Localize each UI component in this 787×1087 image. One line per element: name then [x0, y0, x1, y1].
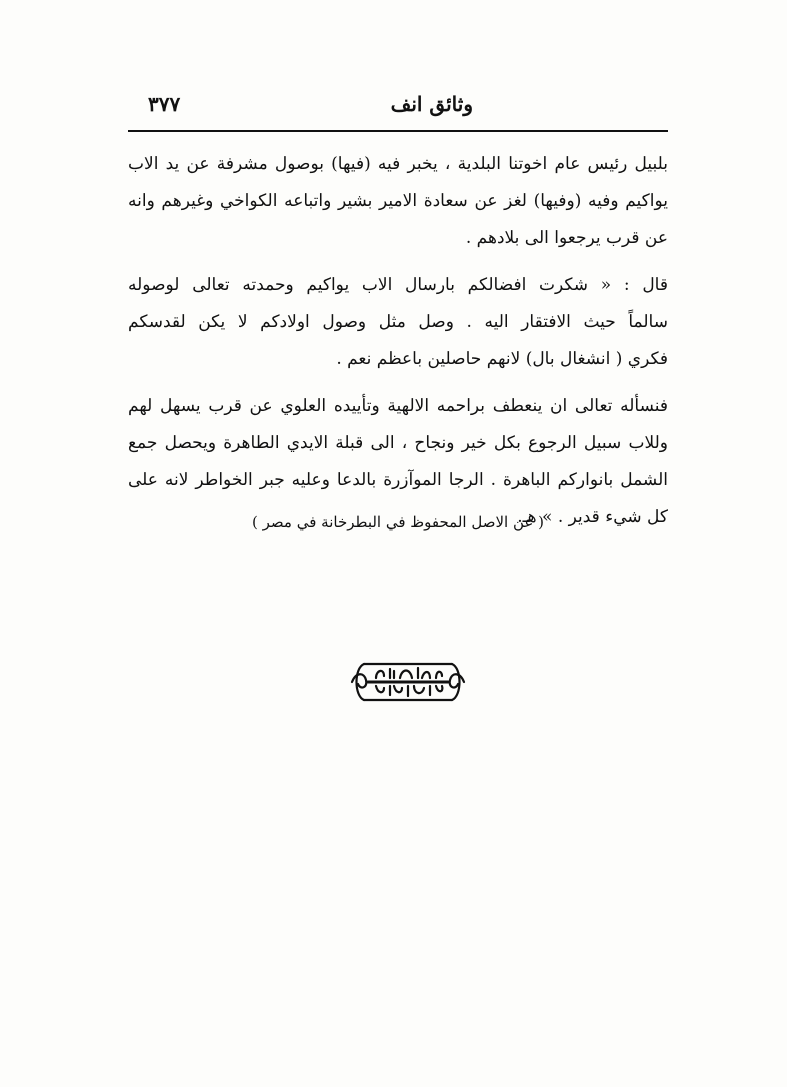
text-line: الشمل بانواركم الباهرة . الرجا الموآزرة بالدعا وعليه جبر الخواطر لانه على — [128, 470, 668, 490]
text-line: بلبيل رئيس عام اخوتنا البلدية ، يخبر فيه (فيها) بوصول مشرفة عن يد الاب — [128, 154, 668, 174]
paragraph-2 — [128, 267, 668, 378]
decorative-ornament-icon — [350, 658, 466, 706]
text-line: فنسأله تعالى ان ينعطف براحمه الالهية وتأييده العلوي عن قرب يسهل لهم — [128, 396, 668, 416]
text-line: وللاب سبيل الرجوع بكل خير ونجاح ، الى قبلة الايدي الطاهرة ويحصل جمع — [128, 433, 668, 453]
page-header — [128, 88, 668, 128]
page-number: ٣٧٧ — [148, 92, 181, 116]
paragraph-gap — [128, 378, 668, 388]
text-line: قال : « شكرت افضالكم بارسال الاب يواكيم وحمدته تعالى لوصوله — [128, 275, 668, 295]
paragraph-gap — [128, 257, 668, 267]
source-note: ( عن الاصل المحفوظ في البطرخانة في مصر ) — [252, 513, 544, 531]
running-title: وثائق انف — [390, 92, 473, 116]
header-rule — [128, 130, 668, 132]
document-body — [128, 146, 668, 536]
paragraph-1 — [128, 146, 668, 257]
text-line: عن قرب يرجعوا الى بلادهم . — [465, 228, 668, 248]
ornament-svg — [350, 658, 466, 706]
text-line: يواكيم وفيه (وفيها) لغز عن سعادة الامير بشير واتباعه الكواخي وغيرهم وانه — [128, 191, 668, 211]
text-line: سالماً حيث الافتقار اليه . وصل مثل وصول اولادكم لا يكن لقدسكم — [128, 312, 668, 332]
text-line: فكري ( انشغال بال) لانهم حاصلين باعظم نعم . — [336, 349, 668, 369]
text-line: كل شيء قدير . » هـ. — [517, 507, 668, 527]
